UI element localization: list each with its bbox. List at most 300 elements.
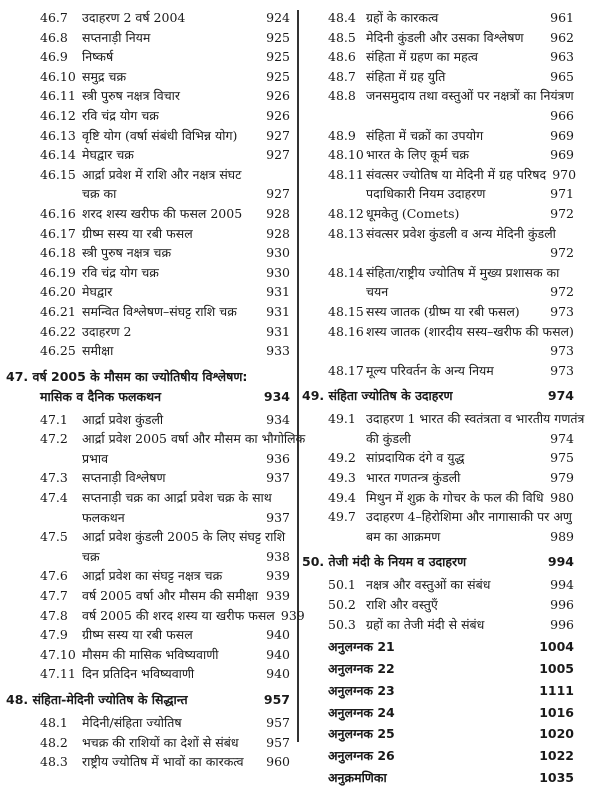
- appendix-entry[interactable]: [328, 702, 574, 724]
- entry-number: 46.17: [40, 225, 76, 241]
- appendix-title: अनुक्रमणिका: [328, 770, 387, 785]
- toc-entry-row: [40, 8, 290, 28]
- appendix-title: अनुलग्नक 25: [328, 726, 395, 742]
- appendix-entry[interactable]: [328, 745, 574, 767]
- entry-number: 48.17: [328, 362, 364, 378]
- entry-number: 46.18: [40, 245, 76, 261]
- entry-title: समुद्र चक्र: [82, 68, 127, 84]
- toc-entry[interactable]: [40, 126, 290, 146]
- entry-title-cont: चक्र: [82, 548, 100, 564]
- chapter-48-heading[interactable]: [6, 690, 290, 710]
- chapter-page: 934: [263, 388, 290, 404]
- entry-page: 960: [266, 754, 290, 770]
- appendix-title: अनुलग्नक 21: [328, 639, 395, 655]
- entry-page: 973: [550, 362, 574, 378]
- toc-entry[interactable]: [328, 67, 574, 87]
- toc-entry[interactable]: [328, 409, 585, 448]
- entry-page: 962: [550, 29, 574, 45]
- entry-number: 46.9: [40, 49, 68, 65]
- entry-number: 48.1: [40, 715, 68, 730]
- entry-page: 930: [266, 245, 290, 261]
- entry-page: 966: [550, 107, 574, 123]
- entry-number: 46.20: [40, 284, 76, 300]
- entry-title: समीक्षा: [82, 343, 114, 359]
- entry-page: 971: [550, 186, 574, 202]
- entry-page: 925: [266, 49, 290, 65]
- entry-title-cont: चक्र का: [82, 186, 117, 202]
- entry-title: ग्रहों का तेजी मंदी से संबंध: [366, 616, 485, 632]
- entry-title: सस्य जातक (ग्रीष्म या रबी फसल): [366, 303, 520, 319]
- entry-number: 47.11: [40, 666, 76, 682]
- toc-entry[interactable]: [40, 204, 290, 224]
- chapter-47-heading[interactable]: [6, 367, 290, 407]
- entry-number: 47.8: [40, 607, 68, 623]
- toc-entry-row: [40, 606, 305, 626]
- right-column: [302, 8, 585, 789]
- toc-entry-row: [40, 645, 290, 665]
- entry-title: नक्षत्र और वस्तुओं का संबंध: [366, 577, 491, 593]
- toc-entry-row: [328, 263, 574, 283]
- entry-title: भारत गणतन्त्र कुंडली: [366, 470, 461, 486]
- entry-title: मूल्य परिवर्तन के अन्य नियम: [366, 362, 494, 378]
- entry-page: 925: [266, 68, 290, 84]
- entry-title: आर्द्रा प्रवेश 2005 वर्षा और मौसम का भौगोलिक: [82, 431, 306, 447]
- toc-entry[interactable]: [40, 733, 290, 753]
- toc-entry[interactable]: [40, 606, 305, 626]
- toc-entry-row: [328, 67, 574, 87]
- toc-entry-row: [40, 86, 290, 106]
- toc-entry[interactable]: [40, 488, 290, 527]
- section-48-list: [40, 713, 290, 772]
- entry-title-cont: पदाधिकारी नियम उदाहरण: [366, 186, 486, 202]
- entry-page: 940: [266, 627, 290, 643]
- toc-entry-row: [328, 488, 574, 508]
- entry-number: 47.1: [40, 411, 68, 427]
- toc-entry[interactable]: [40, 263, 290, 283]
- entry-page: 936: [266, 450, 290, 466]
- entry-title: सप्तनाड़ी नियम: [82, 29, 151, 45]
- entry-page: 927: [266, 127, 290, 143]
- entry-page: 972: [550, 284, 574, 300]
- entry-title: मेदिनी/संहिता ज्योतिष: [82, 715, 182, 730]
- entry-number: 48.16: [328, 323, 364, 339]
- toc-entry[interactable]: [328, 28, 574, 48]
- entry-number: 49.2: [328, 450, 356, 466]
- entry-page: 927: [266, 186, 290, 202]
- toc-entry-row: [40, 263, 290, 283]
- entry-page: 972: [550, 205, 574, 221]
- toc-entry-row: [328, 448, 574, 468]
- toc-entry-row: [40, 145, 290, 165]
- entry-number: 48.15: [328, 303, 364, 319]
- entry-title: ग्रीष्म सस्य या रबी फसल: [82, 627, 193, 643]
- section-49-list: [328, 409, 585, 546]
- entry-number: 49.7: [328, 509, 356, 525]
- entry-page: 939: [266, 588, 290, 604]
- appendix-list: [328, 636, 574, 789]
- entry-number: 46.11: [40, 88, 76, 104]
- entry-title: स्त्री पुरुष नक्षत्र चक्र: [82, 245, 172, 261]
- toc-entry-row: [40, 566, 290, 586]
- entry-number: 46.25: [40, 343, 76, 359]
- left-column: [6, 8, 306, 772]
- entry-page: 927: [266, 147, 290, 163]
- entry-number: 48.5: [328, 29, 356, 45]
- entry-title: ग्रीष्म सस्य या रबी फसल: [82, 225, 193, 241]
- toc-entry-row: [40, 341, 290, 361]
- entry-page: 924: [266, 10, 290, 25]
- entry-number: 46.14: [40, 147, 76, 163]
- toc-entry[interactable]: [328, 615, 574, 635]
- entry-page: 957: [266, 734, 290, 750]
- entry-title: जनसमुदाय तथा वस्तुओं पर नक्षत्रों का नियंत्रण: [366, 88, 574, 104]
- toc-entry-row: [328, 468, 574, 488]
- entry-number: 47.4: [40, 490, 68, 506]
- toc-entry[interactable]: [40, 86, 290, 106]
- entry-title: वर्ष 2005 की शरद शस्य या खरीफ फसल: [82, 607, 275, 623]
- column-divider: [297, 10, 299, 742]
- entry-number: 48.3: [40, 754, 68, 770]
- entry-number: 49.4: [328, 489, 356, 505]
- entry-title-cont: की कुंडली: [366, 430, 411, 446]
- toc-entry-row: [328, 322, 574, 342]
- toc-entry[interactable]: [40, 47, 290, 67]
- entry-page: 974: [550, 430, 574, 446]
- entry-title-cont: चयन: [366, 284, 389, 300]
- toc-entry[interactable]: [328, 302, 574, 322]
- entry-title-cont: बम का आक्रमण: [366, 528, 441, 544]
- toc-entry-row: [328, 302, 574, 322]
- toc-entry-cont: [40, 449, 290, 469]
- entry-page: 972: [550, 245, 574, 261]
- entry-page: 937: [266, 509, 290, 525]
- toc-entry[interactable]: [40, 28, 290, 48]
- entry-number: 49.3: [328, 470, 356, 486]
- appendix-entry[interactable]: [328, 636, 574, 658]
- toc-entry-row: [328, 28, 574, 48]
- chapter-page: 957: [263, 692, 290, 707]
- entry-title: समन्वित विश्लेषण–संघट्ट राशि चक्र: [82, 303, 237, 319]
- toc-entry-row: [328, 507, 574, 527]
- appendix-entry[interactable]: [328, 658, 574, 680]
- entry-page: 940: [266, 646, 290, 662]
- entry-title: उदाहरण 2: [82, 323, 132, 339]
- toc-entry[interactable]: [40, 645, 290, 665]
- appendix-page: 1022: [539, 748, 574, 764]
- appendix-page: 1016: [539, 704, 574, 720]
- entry-number: 48.12: [328, 205, 364, 221]
- entry-number: 47.7: [40, 588, 68, 604]
- section-48-list-cont: [328, 8, 577, 380]
- toc-entry[interactable]: [40, 341, 290, 361]
- toc-entry[interactable]: [40, 145, 290, 165]
- entry-title: मेदिनी कुंडली और उसका विश्लेषण: [366, 29, 524, 45]
- toc-entry-row: [40, 67, 290, 87]
- entry-number: 46.15: [40, 166, 76, 182]
- toc-entry-row: [40, 468, 290, 488]
- entry-title: सांप्रदायिक दंगे व युद्ध: [366, 450, 465, 466]
- toc-entry[interactable]: [328, 595, 574, 615]
- entry-title-cont: प्रभाव: [82, 450, 109, 466]
- entry-title: भारत के लिए कूर्म चक्र: [366, 147, 469, 163]
- entry-title: राशि और वस्तुएँ: [366, 597, 438, 613]
- entry-page: 996: [550, 597, 574, 613]
- toc-entry-cont: [328, 243, 574, 263]
- entry-title: निष्कर्ष: [82, 49, 114, 65]
- chapter-title: 49. संहिता ज्योतिष के उदाहरण: [302, 388, 453, 404]
- entry-number: 50.2: [328, 597, 356, 613]
- toc-entry-cont: [40, 508, 290, 528]
- entry-number: 46.16: [40, 205, 76, 221]
- entry-title: वर्ष 2005 वर्षा और मौसम की समीक्षा: [82, 588, 258, 604]
- entry-number: 48.2: [40, 734, 68, 750]
- toc-entry-cont: [328, 341, 574, 361]
- toc-entry-row: [40, 586, 290, 606]
- toc-entry[interactable]: [40, 165, 290, 204]
- toc-entry[interactable]: [40, 243, 290, 263]
- entry-page: 925: [266, 29, 290, 45]
- entry-page: 957: [266, 715, 290, 730]
- toc-entry[interactable]: [40, 67, 290, 87]
- entry-page: 931: [266, 323, 290, 339]
- entry-title: ग्रहों के कारकत्व: [366, 10, 439, 25]
- toc-entry[interactable]: [40, 302, 290, 322]
- entry-title: मेघद्वार: [82, 284, 113, 300]
- toc-entry-row: [40, 204, 290, 224]
- toc-entry-row: [328, 224, 574, 244]
- entry-page: 937: [266, 470, 290, 486]
- toc-entry[interactable]: [328, 224, 574, 263]
- toc-entry[interactable]: [40, 224, 290, 244]
- section-46-list: [40, 8, 290, 361]
- entry-page: 969: [550, 147, 574, 163]
- appendix-entry[interactable]: [328, 723, 574, 745]
- entry-page: 931: [266, 284, 290, 300]
- entry-page: 938: [266, 548, 290, 564]
- toc-entry-row: [40, 752, 290, 772]
- entry-title: संहिता में चक्रों का उपयोग: [366, 127, 484, 143]
- chapter-title: 50. तेजी मंदी के नियम व उदाहरण: [302, 554, 467, 570]
- toc-entry[interactable]: [328, 126, 574, 146]
- entry-number: 50.1: [328, 577, 356, 593]
- toc-entry[interactable]: [328, 145, 574, 165]
- toc-entry[interactable]: [328, 165, 577, 204]
- chapter-page: 994: [547, 554, 574, 570]
- toc-entry-row: [328, 165, 577, 185]
- entry-title: रवि चंद्र योग चक्र: [82, 264, 159, 280]
- toc-entry[interactable]: [40, 468, 290, 488]
- toc-entry[interactable]: [40, 664, 290, 684]
- toc-entry[interactable]: [40, 322, 290, 342]
- toc-entry-row: [40, 733, 290, 753]
- toc-entry[interactable]: [328, 263, 574, 302]
- entry-page: 963: [550, 49, 574, 65]
- entry-number: 47.3: [40, 470, 68, 486]
- entry-title: स्त्री पुरुष नक्षत्र विचार: [82, 88, 180, 104]
- toc-entry-row: [40, 664, 290, 684]
- toc-entry[interactable]: [40, 8, 290, 28]
- toc-entry-cont: [328, 106, 574, 126]
- entry-number: 46.22: [40, 323, 76, 339]
- toc-entry-cont: [328, 527, 574, 547]
- appendix-page: 1035: [539, 770, 574, 785]
- toc-entry-row: [40, 410, 290, 430]
- toc-entry[interactable]: [328, 488, 574, 508]
- appendix-page: 1111: [539, 682, 574, 698]
- toc-entry-row: [40, 126, 290, 146]
- toc-entry-row: [328, 145, 574, 165]
- toc-entry-row: [328, 361, 574, 381]
- toc-entry-row: [328, 615, 574, 635]
- entry-page: 975: [550, 450, 574, 466]
- entry-page: 979: [550, 470, 574, 486]
- toc-entry-row: [40, 322, 290, 342]
- entry-page: 980: [550, 489, 574, 505]
- entry-page: 989: [550, 528, 574, 544]
- toc-entry[interactable]: [328, 448, 574, 468]
- entry-page: 961: [550, 10, 574, 25]
- entry-number: 48.7: [328, 68, 356, 84]
- toc-entry[interactable]: [40, 752, 290, 772]
- toc-entry-cont: [328, 429, 574, 449]
- entry-number: 46.7: [40, 10, 68, 25]
- entry-page: 939: [280, 607, 305, 623]
- entry-page: 965: [550, 68, 574, 84]
- entry-title: सप्तनाड़ी चक्र का आर्द्रा प्रवेश चक्र के साथ: [82, 490, 272, 506]
- entry-title: उदाहरण 4–हिरोशिमा और नागासाकी पर अणु: [366, 509, 572, 525]
- appendix-entry[interactable]: [328, 680, 574, 702]
- toc-entry[interactable]: [328, 507, 574, 546]
- entry-page: 969: [550, 127, 574, 143]
- entry-number: 48.8: [328, 88, 356, 104]
- chapter-title: 47. वर्ष 2005 के मौसम का ज्योतिषीय विश्लेषण:: [6, 368, 248, 384]
- entry-page: 931: [266, 303, 290, 319]
- toc-entry-row: [328, 126, 574, 146]
- entry-title: वृष्टि योग (वर्षा संबंधी विभिन्न योग): [82, 127, 238, 143]
- toc-entry[interactable]: [40, 625, 290, 645]
- toc-entry[interactable]: [40, 410, 290, 430]
- toc-entry-row: [328, 204, 574, 224]
- appendix-title: अनुलग्नक 26: [328, 748, 395, 764]
- entry-title: सप्तनाड़ी विश्लेषण: [82, 470, 166, 486]
- toc-entry[interactable]: [328, 575, 574, 595]
- toc-entry[interactable]: [328, 8, 574, 28]
- entry-number: 48.6: [328, 49, 356, 65]
- section-47-list: [40, 410, 306, 684]
- toc-entry[interactable]: [328, 361, 574, 381]
- toc-entry[interactable]: [40, 429, 306, 468]
- entry-number: 46.12: [40, 107, 76, 123]
- toc-entry[interactable]: [40, 586, 290, 606]
- entry-title: संहिता में ग्रह युति: [366, 68, 446, 84]
- toc-entry-cont: [328, 184, 574, 204]
- toc-entry[interactable]: [328, 322, 574, 361]
- entry-number: 47.9: [40, 627, 68, 643]
- toc-entry-row: [40, 713, 290, 733]
- toc-entry[interactable]: [40, 106, 290, 126]
- entry-title: संहिता में ग्रहण का महत्व: [366, 49, 478, 65]
- entry-page: 940: [266, 666, 290, 682]
- toc-entry[interactable]: [40, 282, 290, 302]
- entry-title: मेघद्वार चक्र: [82, 147, 134, 163]
- toc-entry-row: [40, 282, 290, 302]
- entry-page: 933: [266, 343, 290, 359]
- entry-title: शस्य जातक (शारदीय सस्य–खरीफ की फसल): [366, 323, 574, 339]
- chapter-title: 48. संहिता-मेदिनी ज्योतिष के सिद्धान्त: [6, 692, 188, 707]
- entry-page: 934: [266, 411, 290, 427]
- toc-entry[interactable]: [328, 86, 574, 125]
- entry-title: आर्द्रा प्रवेश में राशि और नक्षत्र संघट: [82, 166, 242, 182]
- entry-title: उदाहरण 2 वर्ष 2004: [82, 10, 186, 25]
- entry-page: 926: [266, 88, 290, 104]
- entry-title: संवत्सर ज्योतिष या मेदिनी में ग्रह परिषद: [366, 166, 547, 182]
- entry-number: 46.21: [40, 303, 76, 319]
- toc-entry-row: [40, 165, 290, 185]
- chapter-49-heading[interactable]: [302, 386, 574, 406]
- entry-page: 926: [266, 107, 290, 123]
- entry-number: 47.5: [40, 529, 68, 545]
- toc-entry-cont: [40, 547, 290, 567]
- toc-entry-row: [40, 224, 290, 244]
- toc-entry[interactable]: [328, 47, 574, 67]
- entry-number: 47.10: [40, 646, 76, 662]
- chapter-50-heading[interactable]: [302, 552, 574, 572]
- toc-entry-row: [328, 47, 574, 67]
- toc-entry-row: [328, 575, 574, 595]
- toc-entry[interactable]: [328, 204, 574, 224]
- entry-page: 939: [266, 568, 290, 584]
- section-50-list: [328, 575, 574, 634]
- appendix-page: 1004: [539, 639, 574, 655]
- toc-entry-row: [328, 86, 574, 106]
- entry-page: 928: [266, 205, 290, 221]
- entry-title: शरद शस्य खरीफ की फसल 2005: [82, 205, 243, 221]
- entry-title: आर्द्रा प्रवेश कुंडली 2005 के लिए संघट्ट राशि: [82, 529, 286, 545]
- appendix-page: 1020: [539, 726, 574, 742]
- toc-entry[interactable]: [328, 468, 574, 488]
- entry-title: धूमकेतु (Comets): [366, 205, 460, 221]
- entry-title-cont: फलकथन: [82, 509, 125, 525]
- toc-entry-row: [40, 488, 290, 508]
- toc-entry[interactable]: [40, 713, 290, 733]
- entry-number: 48.4: [328, 10, 356, 25]
- entry-page: 928: [266, 225, 290, 241]
- appendix-title: अनुलग्नक 24: [328, 704, 395, 720]
- entry-title: संवत्सर प्रवेश कुंडली व अन्य मेदिनी कुंडली: [366, 225, 556, 241]
- entry-title: मिथुन में शुक्र के गोचर के फल की विधि: [366, 489, 544, 505]
- entry-number: 46.8: [40, 29, 68, 45]
- chapter-title-cont: मासिक व दैनिक फलकथन: [40, 388, 162, 404]
- entry-title: मौसम की मासिक भविष्यवाणी: [82, 646, 219, 662]
- toc-entry[interactable]: [40, 527, 290, 566]
- toc-entry-row: [40, 429, 306, 449]
- toc-entry[interactable]: [40, 566, 290, 586]
- toc-entry-row: [40, 28, 290, 48]
- toc-entry-row: [40, 243, 290, 263]
- entry-number: 46.19: [40, 264, 76, 280]
- entry-number: 46.13: [40, 127, 76, 143]
- entry-number: 50.3: [328, 616, 356, 632]
- entry-title: दिन प्रतिदिन भविष्यवाणी: [82, 666, 195, 682]
- entry-title: राष्ट्रीय ज्योतिष में भावों का कारकत्व: [82, 754, 244, 770]
- toc-entry-row: [328, 595, 574, 615]
- chapter-page: 974: [547, 388, 574, 404]
- toc-entry-row: [40, 106, 290, 126]
- toc-entry-cont: [328, 282, 574, 302]
- entry-number: 48.10: [328, 147, 364, 163]
- entry-title: आर्द्रा प्रवेश का संघट्ट नक्षत्र चक्र: [82, 568, 223, 584]
- entry-title: संहिता/राष्ट्रीय ज्योतिष में मुख्य प्रशासक का: [366, 264, 560, 280]
